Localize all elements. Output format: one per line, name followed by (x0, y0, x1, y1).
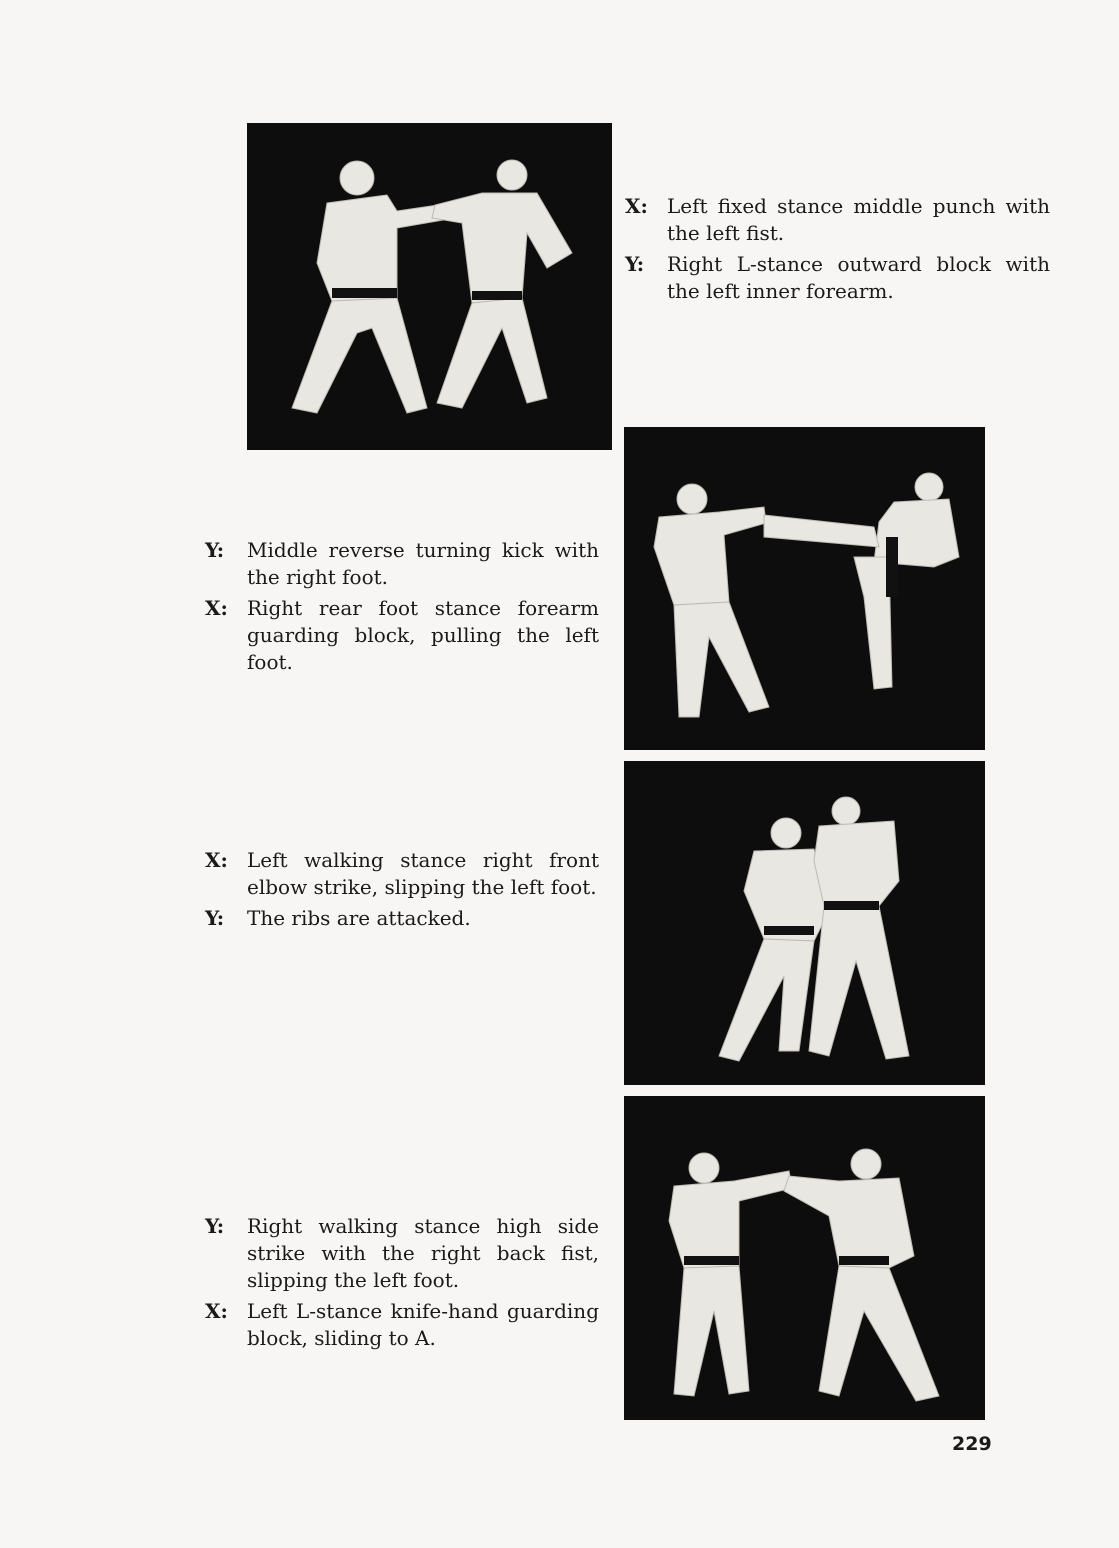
photo-2-figures (624, 427, 985, 750)
action-text: Right L-stance outward block with the left inner forearm. (667, 252, 1050, 303)
caption-4-line-1 (205, 1213, 599, 1294)
photo-1-figures (247, 123, 612, 450)
caption-1 (625, 193, 1050, 309)
action-text: Left walking stance right front elbow strike, slipping the left foot. (247, 848, 599, 899)
caption-3-line-2 (205, 905, 599, 932)
page-number: 229 (952, 1433, 992, 1455)
photo-4-figures (624, 1096, 985, 1420)
caption-1-line-1 (625, 193, 1050, 247)
actor-label: X: (625, 194, 648, 218)
caption-3-line-1 (205, 847, 599, 901)
actor-label: Y: (205, 538, 225, 562)
actor-label: X: (205, 1299, 228, 1323)
actor-label: Y: (625, 252, 645, 276)
action-text: Middle reverse turning kick with the right foot. (247, 538, 599, 589)
caption-4 (205, 1213, 599, 1356)
caption-1-line-2 (625, 251, 1050, 305)
photo-2-turning-kick (624, 427, 985, 750)
photo-1-punch-block (247, 123, 612, 450)
photo-3-elbow-strike (624, 761, 985, 1085)
caption-2 (205, 537, 599, 680)
caption-2-line-2 (205, 595, 599, 676)
action-text: Right rear foot stance forearm guarding block, pulling the left foot. (247, 596, 599, 674)
actor-label: X: (205, 848, 228, 872)
action-text: Right walking stance high side strike with the right back fist, slipping the left foot. (247, 1214, 599, 1292)
photo-3-figures (624, 761, 985, 1085)
actor-label: X: (205, 596, 228, 620)
caption-3 (205, 847, 599, 936)
actor-label: Y: (205, 906, 225, 930)
caption-4-line-2 (205, 1298, 599, 1352)
action-text: Left L-stance knife-hand guarding block, sliding to A. (247, 1299, 599, 1350)
action-text: Left fixed stance middle punch with the left fist. (667, 194, 1050, 245)
actor-label: Y: (205, 1214, 225, 1238)
caption-2-line-1 (205, 537, 599, 591)
photo-4-back-fist (624, 1096, 985, 1420)
action-text: The ribs are attacked. (247, 906, 471, 930)
